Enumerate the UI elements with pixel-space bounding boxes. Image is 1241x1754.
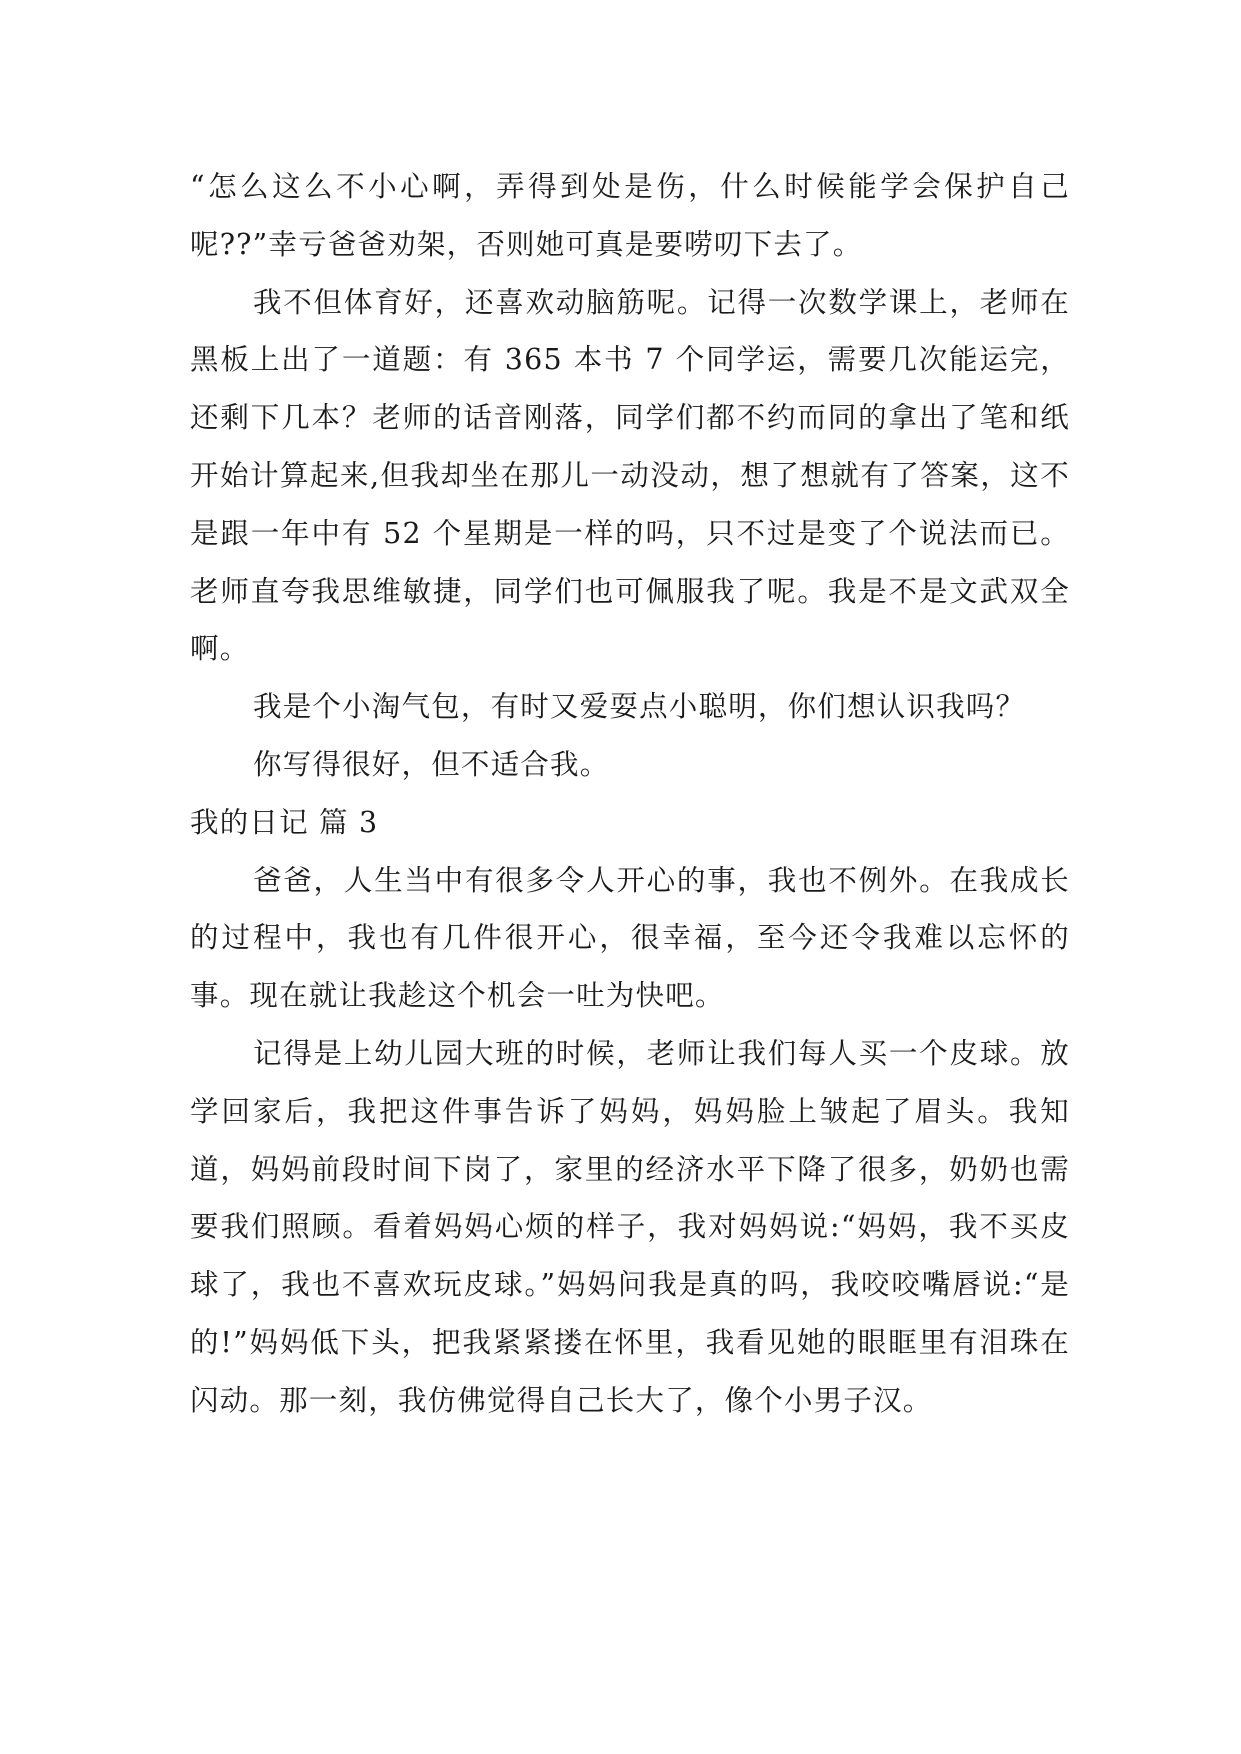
paragraph: 记得是上幼儿园大班的时候，老师让我们每人买一个皮球。放学回家后，我把这件事告诉了妈妈，妈妈脸上皱起了眉头。我知道，妈妈前段时间下岗了，家里的经济水平下降了很多，奶奶也需要我们照顾。看着妈妈心烦的样子，我对妈妈说:“妈妈，我不买皮球了，我也不喜欢玩皮球。”妈妈问我是真的吗，我咬咬嘴唇说:“是的!”妈妈低下头，把我紧紧搂在怀里，我看见她的眼眶里有泪珠在闪动。那一刻，我仿佛觉得自己长大了，像个小男子汉。	[190, 1036, 1070, 1417]
paragraph: 你写得很好，但不适合我。	[253, 747, 610, 781]
paragraph: “怎么这么不小心啊，弄得到处是伤，什么时候能学会保护自己呢??”幸亏爸爸劝架，否则她可真是要唠叨下去了。	[190, 170, 1070, 261]
section-heading: 我的日记 篇 3	[190, 805, 379, 839]
paragraph: 爸爸，人生当中有很多令人开心的事，我也不例外。在我成长的过程中，我也有几件很开心，很幸福，至今还令我难以忘怀的事。现在就让我趁这个机会一吐为快吧。	[190, 863, 1070, 1013]
document-page	[190, 158, 1070, 1430]
paragraph: 我是个小淘气包，有时又爱耍点小聪明，你们想认识我吗？	[253, 690, 1026, 724]
paragraph: 我不但体育好，还喜欢动脑筋呢。记得一次数学课上，老师在黑板上出了一道题：有 365 本书 7 个同学运，需要几次能运完，还剩下几本？老师的话音刚落，同学们都不约而同的拿出了笔和纸开始计算起来,但我却坐在那儿一动没动，想了想就有了答案，这不是跟一年中有 52 个星期是一样的吗，只不过是变了个说法而已。老师直夸我思维敏捷，同学们也可佩服我了呢。我是不是文武双全啊。	[190, 285, 1070, 666]
